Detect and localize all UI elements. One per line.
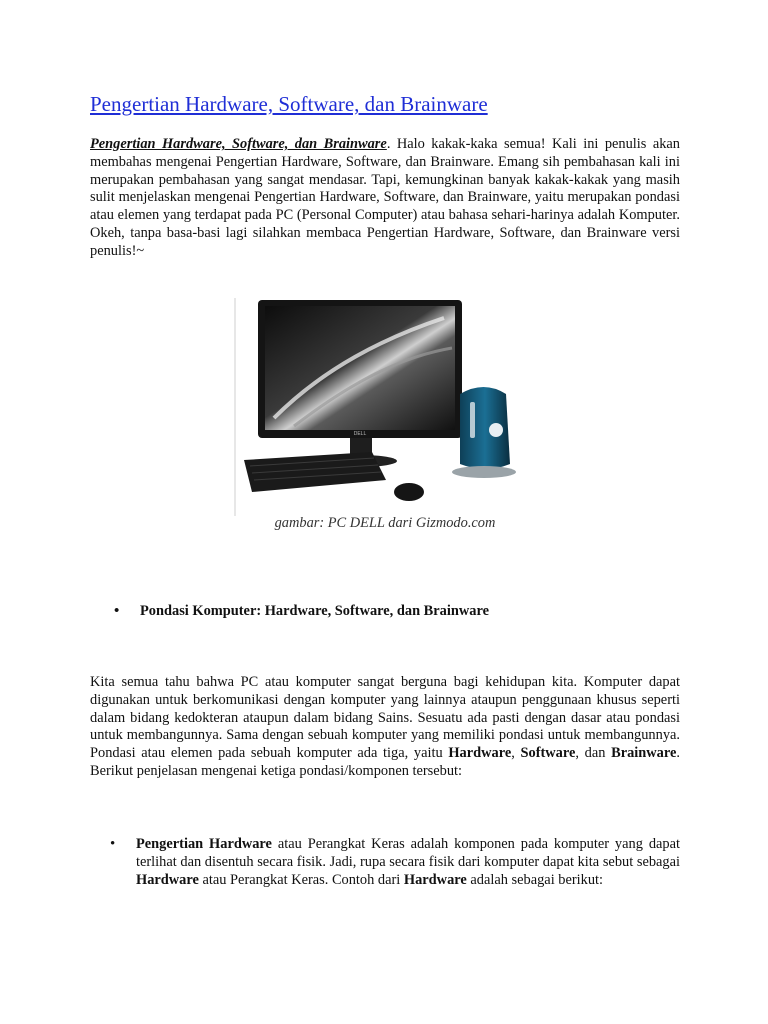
hardware-term: Hardware [136, 871, 199, 888]
brainware-term: Brainware [611, 745, 677, 762]
definition-text: adalah sebagai berikut: [466, 871, 604, 888]
article-title[interactable]: Pengertian Hardware, Software, dan Brainware [90, 92, 488, 116]
paragraph-text: . Berikut penjelasan mengenai ketiga pondasi/komponen tersebut: [90, 745, 681, 779]
monitor-brand-logo: DELL [353, 431, 367, 437]
software-term: Software [520, 745, 576, 762]
hardware-definition-bullet [110, 836, 680, 889]
hardware-definition-text [136, 836, 680, 889]
separator-text: , [511, 745, 521, 762]
definition-text: atau Perangkat Keras adalah komponen pada komputer yang dapat terlihat dan disentuh secara fisik. Jadi, rupa secara fisik dari komputer dapat kita sebut sebagai [136, 836, 680, 870]
hardware-term: Hardware [448, 745, 512, 762]
definition-text: atau Perangkat Keras. Contoh dari [198, 871, 404, 888]
separator-text: , dan [575, 745, 612, 762]
bullet-icon: • [114, 603, 120, 619]
hardware-term: Hardware [403, 871, 467, 888]
intro-link[interactable]: Pengertian Hardware, Software, dan Brainware [90, 136, 387, 152]
section-heading-bullet [114, 603, 489, 621]
definition-term: Pengertian Hardware [136, 836, 272, 852]
intro-text: . Halo kakak-kaka semua! Kali ini penulis akan membahas mengenai Pengertian Hardware, Software, dan Brainware. Emang sih pembahasan kali ini merupakan pembahasan yang sangat mendasar. Tapi, kemungkinan banyak kakak-kakak yang masih sulit menjelaskan mengenai Pengertian Hardware, Software, dan Brainware, yaitu merupakan pondasi atau elemen yang terdapat pada PC (Personal Computer) atau bahasa sehari-harinya adalah Komputer. Okeh, tanpa basa-basi lagi silahkan membaca Pengertian Hardware, Software, dan Brainware versi penulis!~ [90, 136, 680, 259]
foundation-paragraph [90, 674, 680, 781]
intro-paragraph [90, 136, 680, 261]
pc-dell-image [234, 298, 536, 516]
section-heading-text: Pondasi Komputer: Hardware, Software, dan Brainware [140, 603, 489, 619]
paragraph-text: Kita semua tahu bahwa PC atau komputer sangat berguna bagi kehidupan kita. Komputer dapat digunakan untuk berkomunikasi dengan komputer yang lainnya ataupun penggunaan khusus seperti dalam bidang kedokteran ataupun dalam bidang Sains. Sesuatu ada pasti dengan dasar atau pondasi untuk membangunnya. Sama dengan sebuah komputer yang memiliki pondasi untuk membangunnya. Pondasi atau elemen pada sebuah komputer ada tiga, yaitu [90, 674, 680, 762]
bullet-icon: • [110, 836, 116, 852]
image-caption: gambar: PC DELL dari Gizmodo.com [274, 515, 496, 531]
